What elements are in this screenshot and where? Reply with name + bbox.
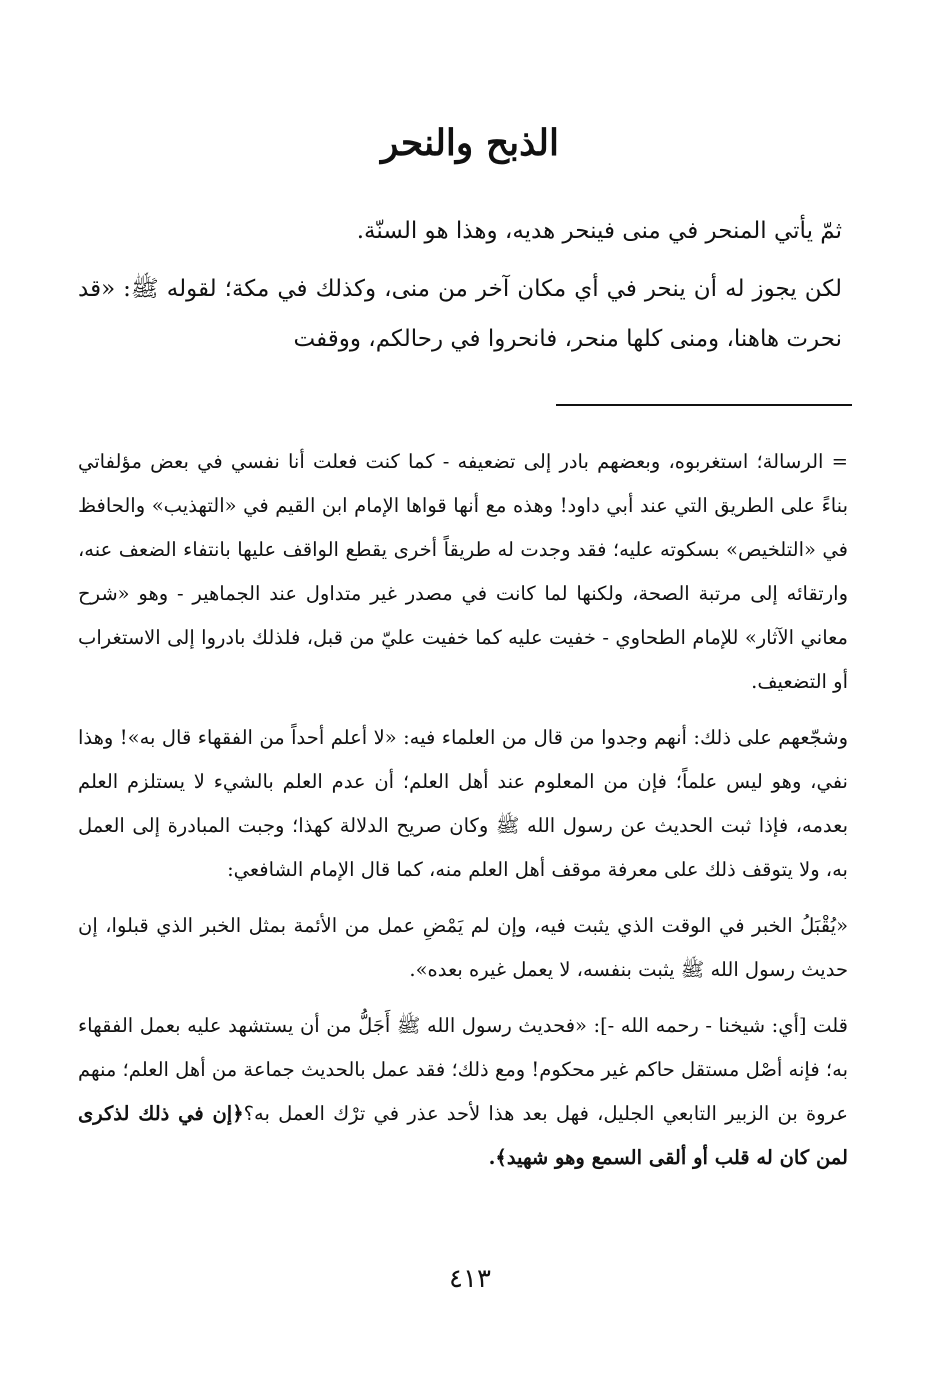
footnote-paragraph: وشجّعهم على ذلك: أنهم وجدوا من قال من العلماء فيه: «لا أعلم أحداً من الفقهاء قال به»! وهذا نفي، وهو ليس علماً؛ فإن من المعلوم عند أهل العلم؛ أن عدم العلم بالشيء لا يستلزم العلم بعدمه، فإذا ثبت الحديث عن رسول الله ﷺ وكان صريح الدلالة كهذا؛ وجبت المبادرة إلى العمل به، ولا يتوقف ذلك على معرفة موقف أهل العلم منه، كما قال الإمام الشافعي:	[78, 726, 848, 881]
page-number: ٤١٣	[449, 1264, 491, 1294]
quran-verse: ﴿إن في ذلك لذكرى لمن كان له قلب أو ألقى السمع وهو شهيد﴾.	[78, 1102, 848, 1169]
main-text	[78, 206, 842, 372]
footnotes	[78, 440, 848, 1192]
footnote-divider	[556, 404, 852, 406]
body-paragraph: ثمّ يأتي المنحر في منى فينحر هديه، وهذا هو السنّة.	[356, 218, 842, 244]
footnote-paragraph: = الرسالة؛ استغربوه، وبعضهم بادر إلى تضعيفه - كما كنت فعلت أنا نفسي في بعض مؤلفاتي بناءً على الطريق التي عند أبي داود! وهذه مع أنها قواها الإمام ابن القيم في «التهذيب» والحافظ في «التلخيص» بسكوته عليه؛ فقد وجدت له طريقاً أخرى يقطع الواقف عليها بانتفاء الضعف عنه، وارتقائه إلى مرتبة الصحة، ولكنها لما كانت في مصدر غير متداول عند الجماهير - وهو «شرح معاني الآثار» للإمام الطحاوي - خفيت عليه كما خفيت عليّ من قبل، فلذلك بادروا إلى الاستغراب أو التضعيف.	[78, 450, 848, 693]
body-paragraph: لكن يجوز له أن ينحر في أي مكان آخر من منى، وكذلك في مكة؛ لقوله ﷺ: «قد نحرت هاهنا، ومنى كلها منحر، فانحروا في رحالكم، ووقفت	[78, 276, 842, 352]
footnote-paragraph: «يُقْبَلُ الخبر في الوقت الذي يثبت فيه، وإن لم يَمْضِ عمل من الأئمة بمثل الخبر الذي قبلوا، إن حديث رسول الله ﷺ يثبت بنفسه، لا يعمل غيره بعده».	[78, 914, 848, 981]
footnote-text: قلت [أي: شيخنا - رحمه الله -]: «فحديث رسول الله ﷺ أَجَلُّ من أن يستشهد عليه بعمل الفقهاء به؛ فإنه أصْل مستقل حاكم غير محكوم! ومع ذلك؛ فقد عمل بالحديث جماعة من أهل العلم؛ منهم عروة بن الزبير التابعي الجليل، فهل بعد هذا لأحد عذر في ترْك العمل به؟	[78, 1014, 848, 1125]
page-title: الذبح والنحر	[381, 122, 559, 164]
footnote-paragraph	[78, 1004, 848, 1180]
